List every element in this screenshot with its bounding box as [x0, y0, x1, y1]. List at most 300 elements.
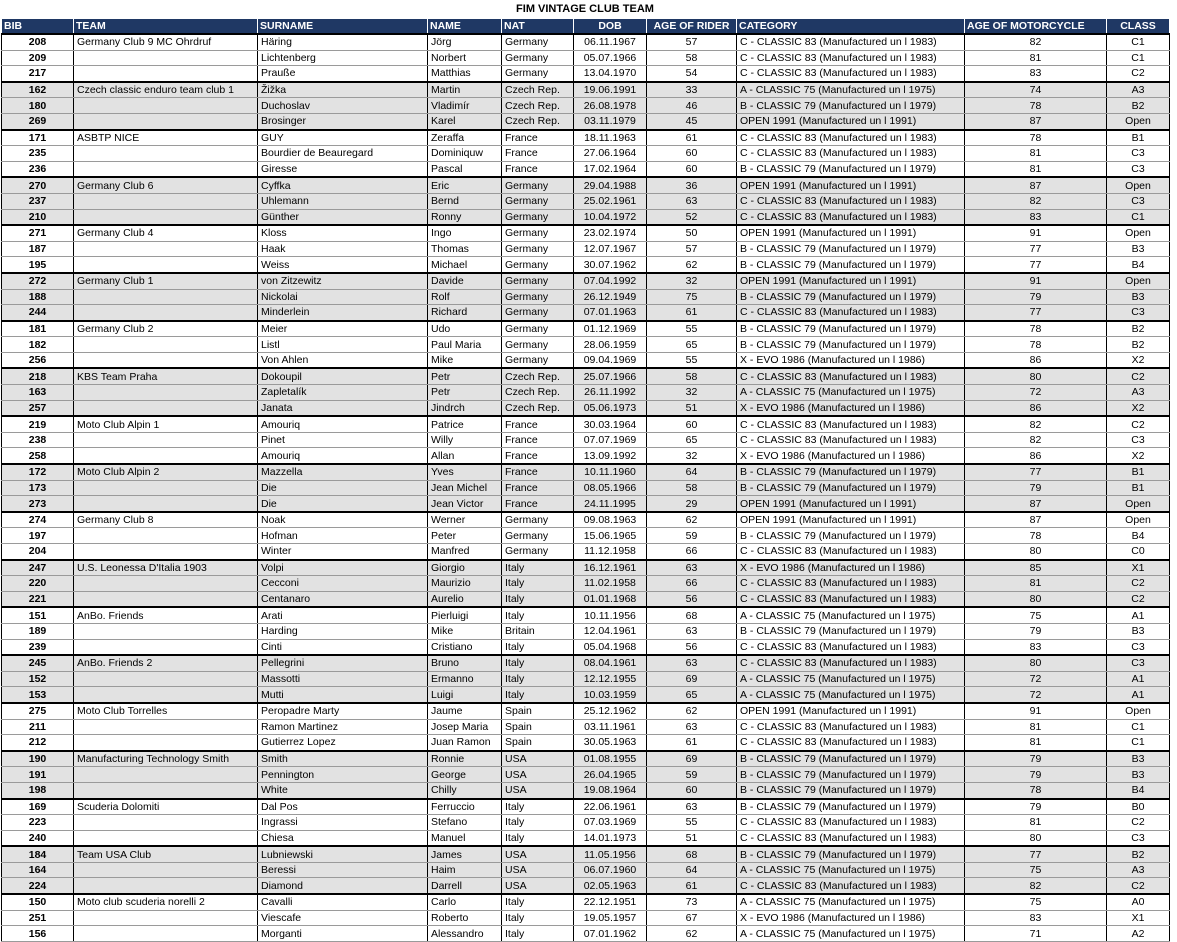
- team-cell: [74, 400, 258, 416]
- dob-cell: 22.12.1951: [574, 894, 647, 910]
- dob-cell: 09.04.1969: [574, 352, 647, 368]
- age-motorcycle-cell: 85: [965, 560, 1107, 576]
- bib-cell: 217: [2, 66, 74, 82]
- surname-cell: Morganti: [258, 926, 428, 942]
- age-motorcycle-cell: 82: [965, 34, 1107, 50]
- surname-cell: Winter: [258, 544, 428, 560]
- age-rider-cell: 58: [647, 368, 737, 384]
- nat-cell: Italy: [502, 687, 574, 703]
- team-cell: Team USA Club: [74, 846, 258, 862]
- table-row[interactable]: [2, 894, 1170, 910]
- age-rider-cell: 51: [647, 400, 737, 416]
- table-row[interactable]: [2, 193, 1170, 209]
- nat-cell: France: [502, 416, 574, 432]
- team-cell: [74, 528, 258, 544]
- table-row[interactable]: [2, 305, 1170, 321]
- category-cell: OPEN 1991 (Manufactured un l 1991): [737, 225, 965, 241]
- dob-cell: 07.04.1992: [574, 273, 647, 289]
- class-cell: Open: [1107, 177, 1170, 193]
- nat-cell: France: [502, 480, 574, 496]
- category-cell: B - CLASSIC 79 (Manufactured un l 1979): [737, 289, 965, 305]
- dob-cell: 12.07.1967: [574, 241, 647, 257]
- surname-cell: Die: [258, 480, 428, 496]
- surname-cell: Harding: [258, 623, 428, 639]
- table-row[interactable]: [2, 782, 1170, 798]
- class-cell: A0: [1107, 894, 1170, 910]
- table-row[interactable]: [2, 560, 1170, 576]
- bib-cell: 208: [2, 34, 74, 50]
- surname-cell: Massotti: [258, 671, 428, 687]
- age-motorcycle-cell: 86: [965, 448, 1107, 464]
- class-cell: B2: [1107, 98, 1170, 114]
- class-cell: B1: [1107, 130, 1170, 146]
- nat-cell: Germany: [502, 177, 574, 193]
- table-row[interactable]: [2, 512, 1170, 528]
- category-cell: C - CLASSIC 83 (Manufactured un l 1983): [737, 655, 965, 671]
- age-motorcycle-cell: 91: [965, 273, 1107, 289]
- dob-cell: 08.05.1966: [574, 480, 647, 496]
- table-row[interactable]: [2, 273, 1170, 289]
- class-cell: B3: [1107, 751, 1170, 767]
- category-cell: C - CLASSIC 83 (Manufactured un l 1983): [737, 639, 965, 655]
- bib-cell: 198: [2, 782, 74, 798]
- age-motorcycle-cell: 83: [965, 66, 1107, 82]
- age-rider-cell: 63: [647, 719, 737, 735]
- category-cell: OPEN 1991 (Manufactured un l 1991): [737, 177, 965, 193]
- nat-cell: Italy: [502, 830, 574, 846]
- col-header-class[interactable]: CLASS: [1107, 19, 1170, 35]
- class-cell: C1: [1107, 34, 1170, 50]
- name-cell: Pascal: [428, 161, 502, 177]
- nat-cell: Spain: [502, 719, 574, 735]
- category-cell: A - CLASSIC 75 (Manufactured un l 1975): [737, 862, 965, 878]
- category-cell: C - CLASSIC 83 (Manufactured un l 1983): [737, 130, 965, 146]
- table-row[interactable]: [2, 878, 1170, 894]
- nat-cell: Czech Rep.: [502, 113, 574, 129]
- age-motorcycle-cell: 81: [965, 719, 1107, 735]
- col-header-team[interactable]: TEAM: [74, 19, 258, 35]
- class-cell: C1: [1107, 735, 1170, 751]
- nat-cell: Czech Rep.: [502, 385, 574, 401]
- age-rider-cell: 62: [647, 257, 737, 273]
- age-rider-cell: 55: [647, 815, 737, 831]
- nat-cell: USA: [502, 846, 574, 862]
- table-row[interactable]: [2, 576, 1170, 592]
- col-header-surname[interactable]: SURNAME: [258, 19, 428, 35]
- table-row[interactable]: [2, 655, 1170, 671]
- table-row[interactable]: [2, 98, 1170, 114]
- age-motorcycle-cell: 81: [965, 815, 1107, 831]
- team-cell: [74, 719, 258, 735]
- class-cell: C0: [1107, 544, 1170, 560]
- dob-cell: 10.11.1956: [574, 607, 647, 623]
- table-row[interactable]: [2, 400, 1170, 416]
- nat-cell: Italy: [502, 655, 574, 671]
- team-cell: U.S. Leonessa D'Italia 1903: [74, 560, 258, 576]
- age-rider-cell: 63: [647, 560, 737, 576]
- age-motorcycle-cell: 82: [965, 193, 1107, 209]
- class-cell: B1: [1107, 464, 1170, 480]
- team-cell: Manufacturing Technology Smith: [74, 751, 258, 767]
- bib-cell: 244: [2, 305, 74, 321]
- nat-cell: France: [502, 464, 574, 480]
- bib-cell: 258: [2, 448, 74, 464]
- table-row[interactable]: [2, 719, 1170, 735]
- bib-cell: 180: [2, 98, 74, 114]
- dob-cell: 25.12.1962: [574, 703, 647, 719]
- team-cell: KBS Team Praha: [74, 368, 258, 384]
- class-cell: X2: [1107, 352, 1170, 368]
- table-row[interactable]: [2, 352, 1170, 368]
- category-cell: OPEN 1991 (Manufactured un l 1991): [737, 512, 965, 528]
- dob-cell: 18.11.1963: [574, 130, 647, 146]
- table-row[interactable]: [2, 815, 1170, 831]
- team-cell: [74, 576, 258, 592]
- team-cell: [74, 161, 258, 177]
- surname-cell: Gutierrez Lopez: [258, 735, 428, 751]
- dob-cell: 13.04.1970: [574, 66, 647, 82]
- surname-cell: Haak: [258, 241, 428, 257]
- age-rider-cell: 61: [647, 305, 737, 321]
- age-motorcycle-cell: 79: [965, 799, 1107, 815]
- nat-cell: Germany: [502, 273, 574, 289]
- age-motorcycle-cell: 82: [965, 416, 1107, 432]
- dob-cell: 22.06.1961: [574, 799, 647, 815]
- class-cell: A3: [1107, 862, 1170, 878]
- category-cell: B - CLASSIC 79 (Manufactured un l 1979): [737, 98, 965, 114]
- team-cell: [74, 98, 258, 114]
- class-cell: C2: [1107, 368, 1170, 384]
- table-row[interactable]: [2, 846, 1170, 862]
- bib-cell: 209: [2, 50, 74, 66]
- nat-cell: France: [502, 432, 574, 448]
- category-cell: C - CLASSIC 83 (Manufactured un l 1983): [737, 815, 965, 831]
- age-motorcycle-cell: 78: [965, 337, 1107, 353]
- surname-cell: Centanaro: [258, 591, 428, 607]
- col-header-age-rider[interactable]: AGE OF RIDER: [647, 19, 737, 35]
- age-rider-cell: 59: [647, 528, 737, 544]
- name-cell: Josep Maria: [428, 719, 502, 735]
- surname-cell: Mutti: [258, 687, 428, 703]
- team-cell: [74, 910, 258, 926]
- table-row[interactable]: [2, 416, 1170, 432]
- age-rider-cell: 60: [647, 416, 737, 432]
- class-cell: C2: [1107, 576, 1170, 592]
- age-rider-cell: 63: [647, 655, 737, 671]
- name-cell: Michael: [428, 257, 502, 273]
- dob-cell: 13.09.1992: [574, 448, 647, 464]
- table-row[interactable]: [2, 130, 1170, 146]
- age-rider-cell: 46: [647, 98, 737, 114]
- age-rider-cell: 62: [647, 703, 737, 719]
- team-cell: [74, 830, 258, 846]
- table-row[interactable]: [2, 321, 1170, 337]
- bib-cell: 235: [2, 146, 74, 162]
- table-row[interactable]: [2, 257, 1170, 273]
- team-cell: Moto Club Torrelles: [74, 703, 258, 719]
- col-header-name[interactable]: NAME: [428, 19, 502, 35]
- table-row[interactable]: [2, 830, 1170, 846]
- age-motorcycle-cell: 82: [965, 432, 1107, 448]
- surname-cell: Giresse: [258, 161, 428, 177]
- class-cell: C2: [1107, 878, 1170, 894]
- team-cell: Germany Club 9 MC Ohrdruf: [74, 34, 258, 50]
- age-rider-cell: 36: [647, 177, 737, 193]
- table-row[interactable]: [2, 528, 1170, 544]
- nat-cell: Germany: [502, 193, 574, 209]
- age-rider-cell: 65: [647, 337, 737, 353]
- age-rider-cell: 61: [647, 878, 737, 894]
- col-header-nat[interactable]: NAT: [502, 19, 574, 35]
- bib-cell: 181: [2, 321, 74, 337]
- table-row[interactable]: [2, 544, 1170, 560]
- team-cell: [74, 671, 258, 687]
- table-row[interactable]: [2, 177, 1170, 193]
- name-cell: Thomas: [428, 241, 502, 257]
- age-rider-cell: 68: [647, 607, 737, 623]
- class-cell: C1: [1107, 719, 1170, 735]
- bib-cell: 152: [2, 671, 74, 687]
- table-row[interactable]: [2, 751, 1170, 767]
- team-cell: [74, 639, 258, 655]
- surname-cell: Pennington: [258, 767, 428, 783]
- surname-cell: Prauße: [258, 66, 428, 82]
- age-motorcycle-cell: 72: [965, 385, 1107, 401]
- table-row[interactable]: [2, 385, 1170, 401]
- surname-cell: Günther: [258, 209, 428, 225]
- col-header-dob[interactable]: DOB: [574, 19, 647, 35]
- nat-cell: Italy: [502, 607, 574, 623]
- team-cell: [74, 782, 258, 798]
- age-rider-cell: 69: [647, 751, 737, 767]
- table-row[interactable]: [2, 161, 1170, 177]
- age-motorcycle-cell: 81: [965, 161, 1107, 177]
- team-cell: [74, 926, 258, 942]
- team-cell: Germany Club 1: [74, 273, 258, 289]
- age-rider-cell: 32: [647, 385, 737, 401]
- category-cell: B - CLASSIC 79 (Manufactured un l 1979): [737, 846, 965, 862]
- category-cell: X - EVO 1986 (Manufactured un l 1986): [737, 352, 965, 368]
- age-rider-cell: 73: [647, 894, 737, 910]
- team-cell: [74, 385, 258, 401]
- dob-cell: 03.11.1979: [574, 113, 647, 129]
- bib-cell: 172: [2, 464, 74, 480]
- category-cell: C - CLASSIC 83 (Manufactured un l 1983): [737, 544, 965, 560]
- bib-cell: 247: [2, 560, 74, 576]
- surname-cell: Minderlein: [258, 305, 428, 321]
- nat-cell: Germany: [502, 321, 574, 337]
- category-cell: B - CLASSIC 79 (Manufactured un l 1979): [737, 799, 965, 815]
- surname-cell: Brosinger: [258, 113, 428, 129]
- surname-cell: Noak: [258, 512, 428, 528]
- table-row[interactable]: [2, 50, 1170, 66]
- table-row[interactable]: [2, 496, 1170, 512]
- bib-cell: 188: [2, 289, 74, 305]
- table-row[interactable]: [2, 591, 1170, 607]
- surname-cell: Diamond: [258, 878, 428, 894]
- category-cell: X - EVO 1986 (Manufactured un l 1986): [737, 448, 965, 464]
- col-header-age-motorcycle[interactable]: AGE OF MOTORCYCLE: [965, 19, 1107, 35]
- nat-cell: Germany: [502, 289, 574, 305]
- table-row[interactable]: [2, 432, 1170, 448]
- team-cell: Moto Club Alpin 2: [74, 464, 258, 480]
- age-motorcycle-cell: 87: [965, 512, 1107, 528]
- category-cell: A - CLASSIC 75 (Manufactured un l 1975): [737, 926, 965, 942]
- age-motorcycle-cell: 74: [965, 82, 1107, 98]
- team-cell: AnBo. Friends: [74, 607, 258, 623]
- category-cell: C - CLASSIC 83 (Manufactured un l 1983): [737, 50, 965, 66]
- table-row[interactable]: [2, 910, 1170, 926]
- surname-cell: Pinet: [258, 432, 428, 448]
- age-rider-cell: 50: [647, 225, 737, 241]
- table-row[interactable]: [2, 671, 1170, 687]
- class-cell: C3: [1107, 146, 1170, 162]
- dob-cell: 26.08.1978: [574, 98, 647, 114]
- class-cell: C1: [1107, 209, 1170, 225]
- nat-cell: USA: [502, 767, 574, 783]
- table-row[interactable]: [2, 767, 1170, 783]
- table-row[interactable]: [2, 146, 1170, 162]
- team-cell: [74, 305, 258, 321]
- class-cell: B2: [1107, 321, 1170, 337]
- category-cell: B - CLASSIC 79 (Manufactured un l 1979): [737, 480, 965, 496]
- category-cell: A - CLASSIC 75 (Manufactured un l 1975): [737, 671, 965, 687]
- category-cell: OPEN 1991 (Manufactured un l 1991): [737, 113, 965, 129]
- name-cell: Jörg: [428, 34, 502, 50]
- table-row[interactable]: [2, 480, 1170, 496]
- age-motorcycle-cell: 86: [965, 400, 1107, 416]
- col-header-bib[interactable]: BIB: [2, 19, 74, 35]
- dob-cell: 30.03.1964: [574, 416, 647, 432]
- dob-cell: 26.04.1965: [574, 767, 647, 783]
- table-row[interactable]: [2, 209, 1170, 225]
- age-motorcycle-cell: 71: [965, 926, 1107, 942]
- class-cell: C1: [1107, 50, 1170, 66]
- bib-cell: 220: [2, 576, 74, 592]
- table-row[interactable]: [2, 703, 1170, 719]
- bib-cell: 245: [2, 655, 74, 671]
- dob-cell: 07.01.1963: [574, 305, 647, 321]
- age-rider-cell: 55: [647, 352, 737, 368]
- dob-cell: 24.11.1995: [574, 496, 647, 512]
- name-cell: Aurelio: [428, 591, 502, 607]
- table-row[interactable]: [2, 225, 1170, 241]
- bib-cell: 173: [2, 480, 74, 496]
- bib-cell: 184: [2, 846, 74, 862]
- name-cell: Werner: [428, 512, 502, 528]
- team-cell: Scuderia Dolomiti: [74, 799, 258, 815]
- nat-cell: France: [502, 146, 574, 162]
- category-cell: B - CLASSIC 79 (Manufactured un l 1979): [737, 321, 965, 337]
- name-cell: Zeraffa: [428, 130, 502, 146]
- age-rider-cell: 52: [647, 209, 737, 225]
- surname-cell: Duchoslav: [258, 98, 428, 114]
- dob-cell: 10.11.1960: [574, 464, 647, 480]
- table-row[interactable]: [2, 862, 1170, 878]
- age-motorcycle-cell: 79: [965, 767, 1107, 783]
- class-cell: C3: [1107, 639, 1170, 655]
- class-cell: Open: [1107, 225, 1170, 241]
- table-row[interactable]: [2, 34, 1170, 50]
- category-cell: A - CLASSIC 75 (Manufactured un l 1975): [737, 82, 965, 98]
- nat-cell: Czech Rep.: [502, 98, 574, 114]
- age-motorcycle-cell: 78: [965, 528, 1107, 544]
- age-rider-cell: 58: [647, 480, 737, 496]
- category-cell: X - EVO 1986 (Manufactured un l 1986): [737, 560, 965, 576]
- table-row[interactable]: [2, 82, 1170, 98]
- team-cell: [74, 66, 258, 82]
- table-row[interactable]: [2, 241, 1170, 257]
- name-cell: Chilly: [428, 782, 502, 798]
- class-cell: A3: [1107, 82, 1170, 98]
- surname-cell: Häring: [258, 34, 428, 50]
- surname-cell: Kloss: [258, 225, 428, 241]
- bib-cell: 219: [2, 416, 74, 432]
- table-row[interactable]: [2, 623, 1170, 639]
- nat-cell: Italy: [502, 576, 574, 592]
- nat-cell: Germany: [502, 528, 574, 544]
- class-cell: Open: [1107, 496, 1170, 512]
- age-rider-cell: 59: [647, 767, 737, 783]
- table-row[interactable]: [2, 368, 1170, 384]
- age-rider-cell: 62: [647, 512, 737, 528]
- header-row: [2, 19, 1170, 35]
- table-row[interactable]: [2, 687, 1170, 703]
- table-row[interactable]: [2, 113, 1170, 129]
- surname-cell: Amouriq: [258, 448, 428, 464]
- bib-cell: 151: [2, 607, 74, 623]
- category-cell: C - CLASSIC 83 (Manufactured un l 1983): [737, 719, 965, 735]
- table-row[interactable]: [2, 735, 1170, 751]
- category-cell: A - CLASSIC 75 (Manufactured un l 1975): [737, 607, 965, 623]
- dob-cell: 01.08.1955: [574, 751, 647, 767]
- table-row[interactable]: [2, 448, 1170, 464]
- col-header-category[interactable]: CATEGORY: [737, 19, 965, 35]
- table-row[interactable]: [2, 799, 1170, 815]
- category-cell: C - CLASSIC 83 (Manufactured un l 1983): [737, 193, 965, 209]
- table-row[interactable]: [2, 607, 1170, 623]
- table-row[interactable]: [2, 66, 1170, 82]
- nat-cell: Spain: [502, 735, 574, 751]
- age-rider-cell: 57: [647, 34, 737, 50]
- table-row[interactable]: [2, 337, 1170, 353]
- category-cell: C - CLASSIC 83 (Manufactured un l 1983): [737, 34, 965, 50]
- category-cell: B - CLASSIC 79 (Manufactured un l 1979): [737, 337, 965, 353]
- page-title: FIM VINTAGE CLUB TEAM: [516, 3, 654, 15]
- table-row[interactable]: [2, 289, 1170, 305]
- surname-cell: Ramon Martinez: [258, 719, 428, 735]
- team-cell: [74, 862, 258, 878]
- table-row[interactable]: [2, 926, 1170, 942]
- age-motorcycle-cell: 78: [965, 130, 1107, 146]
- age-motorcycle-cell: 83: [965, 910, 1107, 926]
- team-cell: [74, 289, 258, 305]
- name-cell: Ermanno: [428, 671, 502, 687]
- dob-cell: 06.07.1960: [574, 862, 647, 878]
- dob-cell: 07.07.1969: [574, 432, 647, 448]
- class-cell: C2: [1107, 416, 1170, 432]
- class-cell: C3: [1107, 161, 1170, 177]
- table-row[interactable]: [2, 639, 1170, 655]
- dob-cell: 29.04.1988: [574, 177, 647, 193]
- table-row[interactable]: [2, 464, 1170, 480]
- bib-cell: 221: [2, 591, 74, 607]
- category-cell: C - CLASSIC 83 (Manufactured un l 1983): [737, 830, 965, 846]
- bib-cell: 274: [2, 512, 74, 528]
- surname-cell: Viescafe: [258, 910, 428, 926]
- category-cell: C - CLASSIC 83 (Manufactured un l 1983): [737, 209, 965, 225]
- name-cell: Richard: [428, 305, 502, 321]
